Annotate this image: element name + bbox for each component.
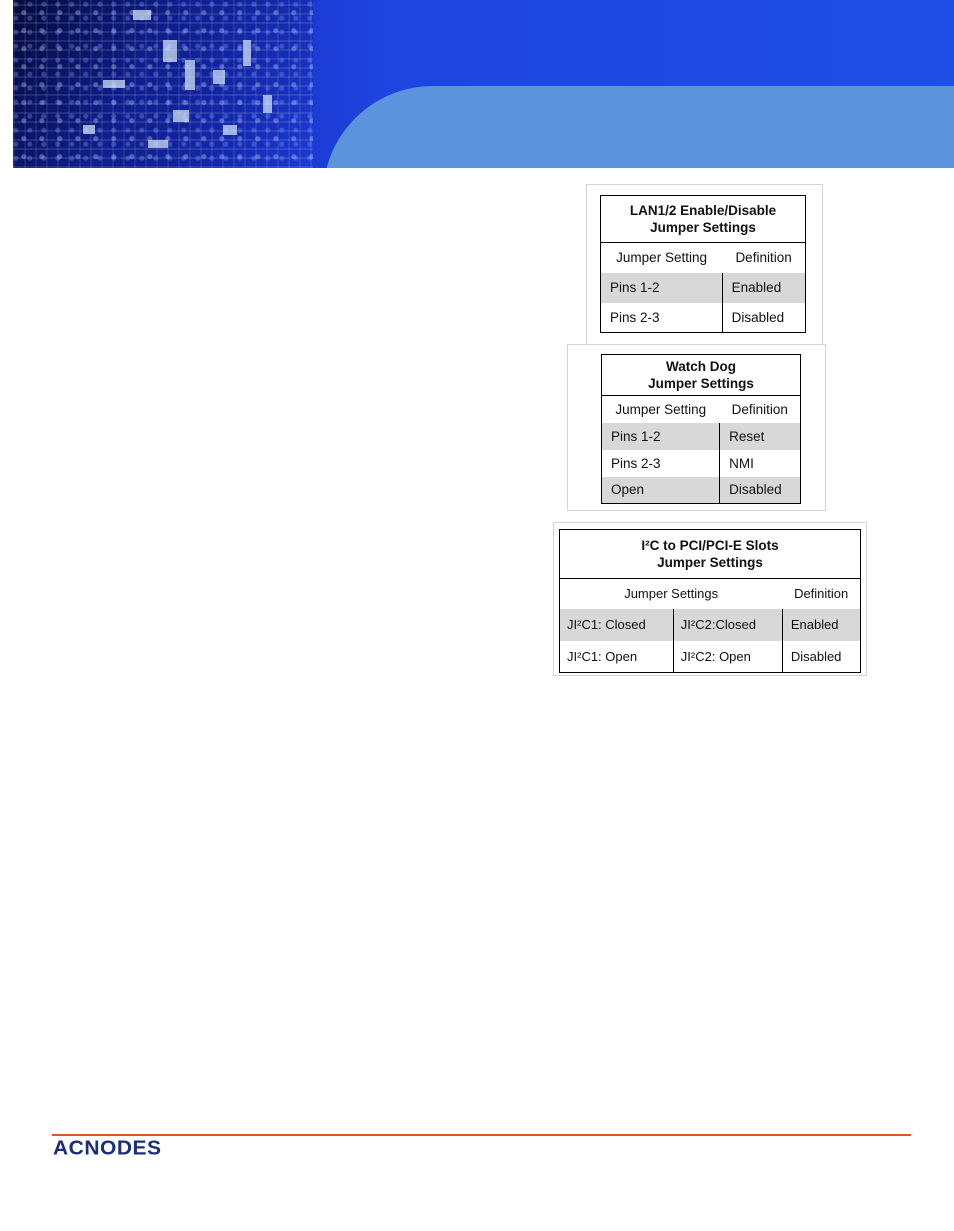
table-title: LAN1/2 Enable/Disable Jumper Settings	[601, 196, 806, 243]
banner-curve	[323, 86, 954, 168]
header-banner	[13, 0, 954, 168]
col-header-settings: Jumper Settings	[624, 586, 719, 602]
setting-cell: Pins 2-3	[611, 455, 661, 471]
table-row	[601, 273, 806, 303]
definition-cell: Enabled	[722, 273, 805, 303]
table-row	[602, 450, 801, 477]
jumper1-cell: JI²C1: Closed	[560, 609, 674, 641]
jumper2-cell: JI²C2: Open	[673, 641, 782, 673]
col-header-definition: Definition	[794, 586, 849, 602]
setting-cell: Pins 2-3	[610, 309, 660, 325]
table-row	[560, 641, 861, 673]
definition-cell: Enabled	[782, 609, 860, 641]
table-title: I²C to PCI/PCI-E Slots Jumper Settings	[560, 530, 861, 579]
circuit-board-image	[13, 0, 313, 168]
definition-cell: NMI	[720, 450, 801, 477]
definition-cell: Reset	[720, 423, 801, 450]
col-header-setting: Jumper Setting	[615, 401, 707, 417]
jumper1-cell: JI²C1: Open	[567, 648, 638, 664]
watchdog-jumper-table	[601, 354, 801, 504]
definition-cell: Disabled	[722, 303, 805, 333]
definition-cell: Disabled	[720, 477, 801, 504]
definition-cell: Disabled	[782, 641, 860, 673]
setting-cell: Open	[602, 477, 720, 504]
table-title: Watch Dog Jumper Settings	[602, 355, 801, 396]
i2c-jumper-table	[559, 529, 861, 673]
watchdog-jumper-box	[567, 344, 826, 511]
table-row	[601, 303, 806, 333]
footer-rule	[52, 1134, 911, 1136]
col-header-definition: Definition	[731, 401, 788, 417]
col-header-setting: Jumper Setting	[616, 250, 707, 266]
lan-jumper-box	[586, 184, 823, 346]
table-row	[560, 609, 861, 641]
setting-cell: Pins 1-2	[602, 423, 720, 450]
i2c-jumper-box	[553, 522, 867, 676]
table-row	[602, 423, 801, 450]
acnodes-logo: ACNODES	[53, 1137, 162, 1160]
setting-cell: Pins 1-2	[601, 273, 723, 303]
col-header-definition: Definition	[735, 250, 792, 266]
table-row	[602, 477, 801, 504]
jumper2-cell: JI²C2:Closed	[673, 609, 782, 641]
lan-jumper-table	[600, 195, 806, 333]
